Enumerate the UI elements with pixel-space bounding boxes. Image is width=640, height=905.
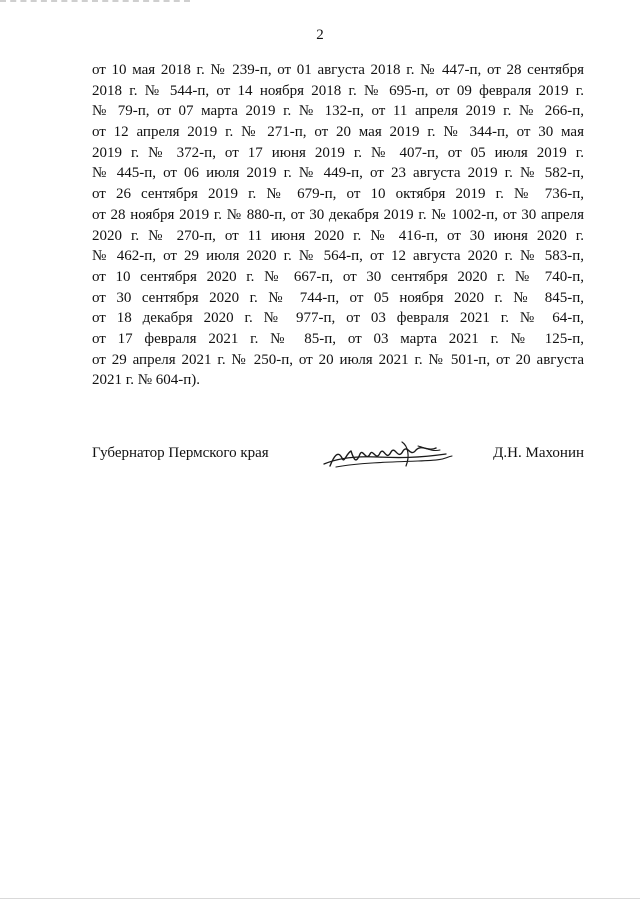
body-line: от 17 февраля 2021 г. № 85-п, от 03 марта 2021 г. № 125-п, <box>92 330 584 347</box>
page-number: 2 <box>316 27 324 43</box>
body-line: от 29 апреля 2021 г. № 250-п, от 20 июля 2021 г. № 501-п, от 20 августа <box>92 351 584 368</box>
signer-title: Губернатор Пермского края <box>92 445 269 461</box>
body-line: № 79-п, от 07 марта 2019 г. № 132-п, от 11 апреля 2019 г. № 266-п, <box>92 103 584 120</box>
document-body <box>92 60 584 391</box>
body-line: от 18 декабря 2020 г. № 977-п, от 03 февраля 2021 г. № 64-п, <box>92 310 584 327</box>
body-line: от 26 сентября 2019 г. № 679-п, от 10 октября 2019 г. № 736-п, <box>92 186 584 203</box>
body-line: 2020 г. № 270-п, от 11 июня 2020 г. № 416-п, от 30 июня 2020 г. <box>92 227 584 244</box>
body-line: от 10 сентября 2020 г. № 667-п, от 30 сентября 2020 г. № 740-п, <box>92 268 584 285</box>
signature-block <box>92 436 584 476</box>
handwritten-signature <box>318 436 458 476</box>
body-line: № 445-п, от 06 июля 2019 г. № 449-п, от 23 августа 2019 г. № 582-п, <box>92 165 584 182</box>
body-line: от 10 мая 2018 г. № 239-п, от 01 августа 2018 г. № 447-п, от 28 сентября <box>92 62 584 78</box>
body-line: 2021 г. № 604-п). <box>92 372 201 389</box>
body-line: 2018 г. № 544-п, от 14 ноября 2018 г. № 695-п, от 09 февраля 2019 г. <box>92 82 584 99</box>
signer-name: Д.Н. Махонин <box>493 445 584 461</box>
scan-edge-top <box>0 0 190 2</box>
scan-edge-bottom <box>0 898 640 899</box>
body-line: от 12 апреля 2019 г. № 271-п, от 20 мая 2019 г. № 344-п, от 30 мая <box>92 124 584 141</box>
body-line: 2019 г. № 372-п, от 17 июня 2019 г. № 407-п, от 05 июля 2019 г. <box>92 144 584 161</box>
body-line: № 462-п, от 29 июля 2020 г. № 564-п, от 12 августа 2020 г. № 583-п, <box>92 248 584 265</box>
body-line: от 28 ноября 2019 г. № 880-п, от 30 декабря 2019 г. № 1002-п, от 30 апреля <box>92 206 584 223</box>
body-line: от 30 сентября 2020 г. № 744-п, от 05 ноября 2020 г. № 845-п, <box>92 289 584 306</box>
